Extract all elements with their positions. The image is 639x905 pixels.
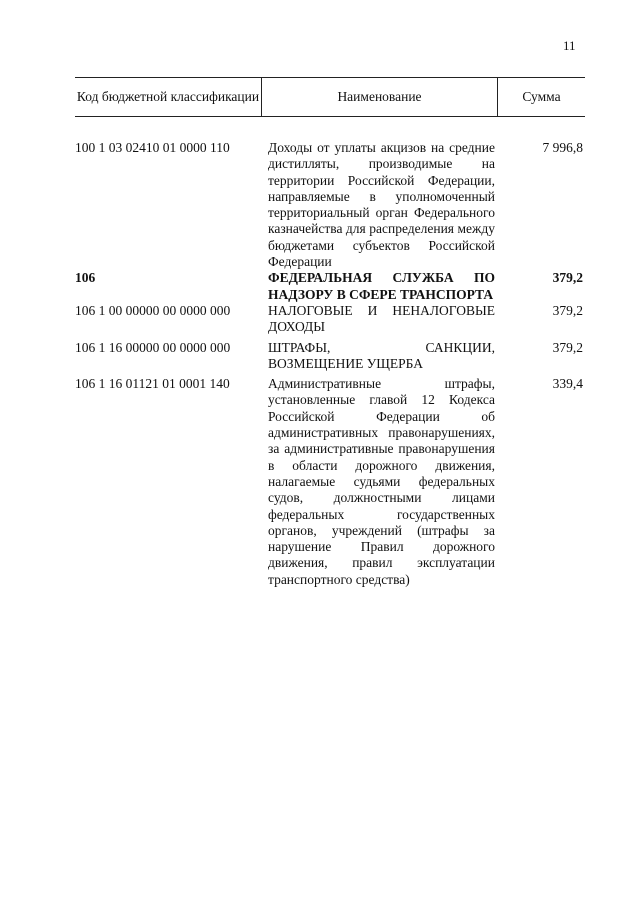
row-name: Доходы от уплаты акцизов на средние дистилляты, производимые на территории Российской Федерации, направляемые в уполномоченный территориальный орган Федерального казначейства для распределения между бюджетами субъектов Российской Федерации xyxy=(268,140,495,270)
row-sum: 339,4 xyxy=(552,376,583,392)
table-row xyxy=(75,303,585,336)
row-name: ШТРАФЫ, САНКЦИИ, ВОЗМЕЩЕНИЕ УЩЕРБА xyxy=(268,339,495,371)
row-code: 106 xyxy=(75,270,96,286)
budget-table xyxy=(75,77,585,588)
table-row xyxy=(75,270,585,303)
header-name: Наименование xyxy=(262,78,498,116)
table-row xyxy=(75,140,585,270)
row-name: Административные штрафы, установленные главой 12 Кодекса Российской Федерации об административных правонарушениях, за административные правонарушения в области дорожного движения, налагаемые судьями федеральных судов, должностными лицами федеральных государственных органов, учреждений (штрафы за нарушение Правил дорожного движения, правил эксплуатации транспортного средства) xyxy=(268,376,495,587)
header-sum: Сумма xyxy=(522,89,561,104)
page-number: 11 xyxy=(563,38,576,53)
row-sum: 7 996,8 xyxy=(542,140,583,155)
table-row xyxy=(75,340,585,373)
row-sum: 379,2 xyxy=(552,302,583,318)
row-code: 100 1 03 02410 01 0000 110 xyxy=(75,140,230,155)
row-sum: 379,2 xyxy=(552,270,583,286)
row-name: ФЕДЕРАЛЬНАЯ СЛУЖБА ПО НАДЗОРУ В СФЕРЕ ТРАНСПОРТА xyxy=(268,270,495,302)
row-sum: 379,2 xyxy=(552,339,583,355)
row-code: 106 1 00 00000 00 0000 000 xyxy=(75,302,231,318)
row-code: 106 1 16 00000 00 0000 000 xyxy=(75,339,231,355)
table-row xyxy=(75,376,585,588)
row-code: 106 1 16 01121 01 0001 140 xyxy=(75,376,230,392)
table-header xyxy=(75,77,585,117)
header-code: Код бюджетной классификации xyxy=(75,78,262,116)
row-name: НАЛОГОВЫЕ И НЕНАЛОГОВЫЕ ДОХОДЫ xyxy=(268,302,495,335)
table-body xyxy=(75,140,585,588)
